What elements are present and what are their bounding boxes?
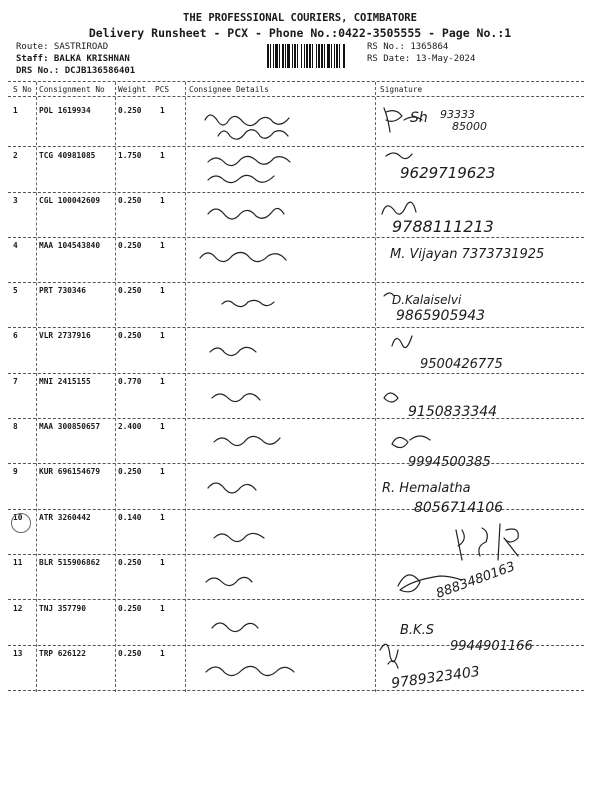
barcode-bar — [339, 44, 340, 68]
cell-weight: 0.250 — [118, 106, 142, 115]
cell-sno: 1 — [13, 106, 18, 115]
phone-11: 8883480163 — [434, 559, 518, 602]
barcode-bar — [304, 44, 305, 68]
punch-hole-mark — [11, 513, 31, 533]
cell-sno: 7 — [13, 377, 18, 386]
barcode-bar — [343, 44, 345, 68]
cell-pcs: 1 — [160, 422, 165, 431]
sig-initial-1: Sh — [410, 110, 428, 126]
header-divider-bottom — [8, 96, 584, 97]
cell-sno: 11 — [13, 558, 23, 567]
cell-weight: 0.250 — [118, 604, 142, 613]
row-divider — [8, 282, 584, 283]
cell-consignment: KUR 696154679 — [39, 467, 101, 476]
signature-name-text — [382, 110, 544, 638]
barcode-bar — [279, 44, 280, 68]
rs-number: RS No.: 1365864 — [367, 42, 449, 52]
cell-sno: 8 — [13, 422, 18, 431]
cell-sno: 13 — [13, 649, 23, 658]
cell-sno: 12 — [13, 604, 23, 613]
cell-weight: 0.140 — [118, 513, 142, 522]
cell-pcs: 1 — [160, 649, 165, 658]
col-header-consignment: Consignment No — [39, 85, 105, 94]
barcode-bar — [273, 44, 274, 68]
cell-consignment: POL 1619934 — [39, 106, 91, 115]
sig-name-4: M. Vijayan 7373731925 — [390, 247, 545, 262]
cell-pcs: 1 — [160, 604, 165, 613]
phone-2: 9629719623 — [400, 164, 496, 182]
row-divider — [8, 690, 584, 691]
col-header-signature: Signature — [380, 85, 423, 94]
cell-pcs: 1 — [160, 196, 165, 205]
phone-9: 8056714106 — [414, 500, 504, 516]
cell-pcs: 1 — [160, 331, 165, 340]
row-divider — [8, 418, 584, 419]
phone-12: 9944901166 — [450, 639, 533, 654]
cell-sno: 4 — [13, 241, 18, 250]
barcode-bar — [282, 44, 284, 68]
phone-6: 9500426775 — [420, 357, 503, 372]
phone-5: 9865905943 — [396, 308, 486, 324]
row-divider — [8, 146, 584, 147]
barcode-bar — [321, 44, 323, 68]
cell-consignment: TRP 626122 — [39, 649, 86, 658]
row-divider — [8, 645, 584, 646]
sig-name-12: B.K.S — [400, 623, 434, 638]
row-divider — [8, 463, 584, 464]
cell-weight: 0.250 — [118, 558, 142, 567]
col-header-pcs: PCS — [155, 85, 170, 94]
cell-pcs: 1 — [160, 106, 165, 115]
row-divider — [8, 373, 584, 374]
cell-sno: 9 — [13, 467, 18, 476]
barcode-bar — [334, 44, 335, 68]
col-header-sno: S No — [13, 85, 32, 94]
barcode-bar — [331, 44, 332, 68]
cell-weight: 0.250 — [118, 241, 142, 250]
cell-weight: 0.250 — [118, 467, 142, 476]
barcode-bar — [287, 44, 290, 68]
cell-sno: 2 — [13, 151, 18, 160]
phone-8: 9994500385 — [408, 455, 491, 470]
staff-label: Staff: BALKA KRISHNAN — [16, 54, 130, 64]
barcode-bar — [301, 44, 302, 68]
cell-consignment: CGL 100042609 — [39, 196, 101, 205]
consignee-handwriting — [200, 115, 294, 676]
company-title: THE PROFESSIONAL COURIERS, COIMBATORE — [183, 12, 417, 24]
barcode-bar — [297, 44, 298, 68]
cell-pcs: 1 — [160, 513, 165, 522]
cell-weight: 2.400 — [118, 422, 142, 431]
col-sep-1 — [36, 82, 37, 692]
runsheet-subtitle: Delivery Runsheet - PCX - Phone No.:0422-3505555 - Page No.:1 — [88, 26, 512, 40]
phone-3: 9788111213 — [392, 217, 494, 236]
drs-number: DRS No.: DCJB136586401 — [16, 66, 136, 76]
barcode-bar — [327, 44, 330, 68]
cell-pcs: 1 — [160, 241, 165, 250]
cell-sno: 6 — [13, 331, 18, 340]
cell-consignment: PRT 730346 — [39, 286, 86, 295]
cell-consignment: VLR 2737916 — [39, 331, 91, 340]
col-sep-4 — [375, 82, 376, 692]
cell-consignment: MAA 300850657 — [39, 422, 101, 431]
row-divider — [8, 599, 584, 600]
cell-weight: 0.770 — [118, 377, 142, 386]
row-divider — [8, 554, 584, 555]
barcode-bar — [294, 44, 296, 68]
barcode-bar — [285, 44, 286, 68]
barcode-bar — [275, 44, 278, 68]
barcode-bar — [292, 44, 293, 68]
cell-consignment: MAA 104543840 — [39, 241, 101, 250]
sig-name-9: R. Hemalatha — [382, 481, 471, 496]
barcode-bar — [316, 44, 317, 68]
row-divider — [8, 192, 584, 193]
barcode-bar — [324, 44, 325, 68]
cell-weight: 0.250 — [118, 331, 142, 340]
barcode-bar — [306, 44, 308, 68]
sig-name-5: D.Kalaiselvi — [392, 293, 462, 307]
cell-pcs: 1 — [160, 286, 165, 295]
phone-13: 9789323403 — [390, 663, 481, 692]
col-sep-2 — [115, 82, 116, 692]
cell-weight: 1.750 — [118, 151, 142, 160]
cell-pcs: 1 — [160, 377, 165, 386]
cell-weight: 0.250 — [118, 286, 142, 295]
row-divider — [8, 327, 584, 328]
cell-weight: 0.250 — [118, 196, 142, 205]
cell-weight: 0.250 — [118, 649, 142, 658]
barcode-bar — [318, 44, 320, 68]
barcode-bar — [312, 44, 313, 68]
col-header-consignee: Consignee Details — [189, 85, 269, 94]
barcode-bar — [336, 44, 338, 68]
cell-consignment: MNI 2415155 — [39, 377, 91, 386]
cell-consignment: BLR 515906862 — [39, 558, 101, 567]
cell-consignment: ATR 3260442 — [39, 513, 91, 522]
phone-7: 9150833344 — [408, 404, 498, 420]
barcode-bar — [270, 44, 271, 68]
phone-1a: 93333 — [440, 108, 475, 121]
rs-date: RS Date: 13-May-2024 — [367, 54, 476, 64]
signature-phone-numbers — [390, 108, 532, 692]
cell-pcs: 1 — [160, 151, 165, 160]
cell-sno: 5 — [13, 286, 18, 295]
cell-pcs: 1 — [160, 558, 165, 567]
phone-1b: 85000 — [452, 120, 487, 133]
col-sep-3 — [185, 82, 186, 692]
row-divider — [8, 237, 584, 238]
cell-consignment: TNJ 357790 — [39, 604, 86, 613]
cell-sno: 3 — [13, 196, 18, 205]
cell-sno: 10 — [13, 513, 23, 522]
cell-pcs: 1 — [160, 467, 165, 476]
barcode-icon — [267, 44, 361, 68]
barcode-bar — [309, 44, 311, 68]
route-label: Route: SASTRIROAD — [16, 42, 109, 52]
row-divider — [8, 509, 584, 510]
col-header-weight: Weight — [118, 85, 147, 94]
barcode-bar — [267, 44, 269, 68]
cell-consignment: TCG 40981085 — [39, 151, 96, 160]
header-divider-top — [8, 81, 584, 82]
